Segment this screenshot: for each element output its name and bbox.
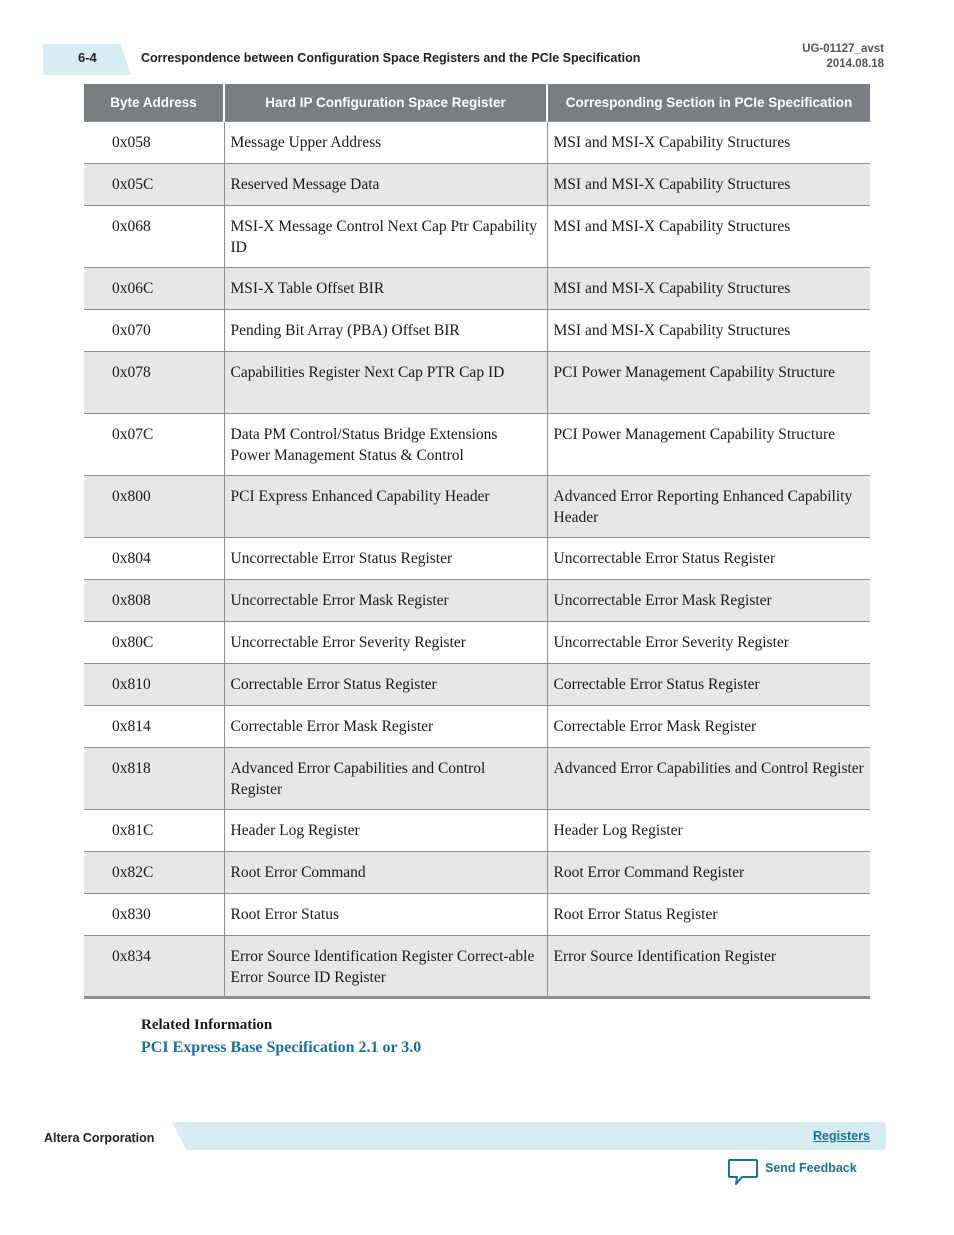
- cell-byte-address: 0x834: [84, 936, 224, 998]
- cell-pcie-section: PCI Power Management Capability Structure: [547, 352, 870, 414]
- cell-register: Uncorrectable Error Status Register: [224, 538, 547, 580]
- cell-pcie-section: Advanced Error Reporting Enhanced Capability Header: [547, 476, 870, 538]
- cell-pcie-section: MSI and MSI-X Capability Structures: [547, 206, 870, 268]
- cell-pcie-section: Advanced Error Capabilities and Control Register: [547, 748, 870, 810]
- table-row: [84, 936, 870, 998]
- cell-byte-address: 0x818: [84, 748, 224, 810]
- cell-pcie-section: Header Log Register: [547, 810, 870, 852]
- footer-band: [172, 1122, 886, 1150]
- send-feedback-button[interactable]: [727, 1158, 857, 1188]
- cell-register: Error Source Identification Register Correct-able Error Source ID Register: [224, 936, 547, 998]
- cell-pcie-section: Error Source Identification Register: [547, 936, 870, 998]
- cell-register: Uncorrectable Error Severity Register: [224, 622, 547, 664]
- table-row: [84, 310, 870, 352]
- cell-pcie-section: MSI and MSI-X Capability Structures: [547, 164, 870, 206]
- cell-byte-address: 0x05C: [84, 164, 224, 206]
- cell-byte-address: 0x810: [84, 664, 224, 706]
- speech-bubble-icon: [727, 1158, 759, 1186]
- cell-register: Capabilities Register Next Cap PTR Cap ID: [224, 352, 547, 414]
- cell-byte-address: 0x058: [84, 122, 224, 164]
- footer-company: Altera Corporation: [44, 1131, 155, 1145]
- table-row: [84, 352, 870, 414]
- cell-register: Correctable Error Mask Register: [224, 706, 547, 748]
- cell-pcie-section: Root Error Command Register: [547, 852, 870, 894]
- cell-register: Pending Bit Array (PBA) Offset BIR: [224, 310, 547, 352]
- cell-pcie-section: Correctable Error Mask Register: [547, 706, 870, 748]
- cell-byte-address: 0x808: [84, 580, 224, 622]
- cell-pcie-section: Uncorrectable Error Severity Register: [547, 622, 870, 664]
- page-number: 6-4: [78, 50, 97, 65]
- column-header-register: Hard IP Configuration Space Register: [224, 84, 547, 122]
- cell-pcie-section: MSI and MSI-X Capability Structures: [547, 310, 870, 352]
- table-row: [84, 706, 870, 748]
- cell-byte-address: 0x80C: [84, 622, 224, 664]
- table-row: [84, 580, 870, 622]
- cell-register: Uncorrectable Error Mask Register: [224, 580, 547, 622]
- cell-pcie-section: PCI Power Management Capability Structure: [547, 414, 870, 476]
- table-row: [84, 122, 870, 164]
- cell-byte-address: 0x068: [84, 206, 224, 268]
- cell-byte-address: 0x070: [84, 310, 224, 352]
- table-row: [84, 622, 870, 664]
- cell-pcie-section: Uncorrectable Error Mask Register: [547, 580, 870, 622]
- document-id-block: [802, 42, 884, 72]
- cell-pcie-section: MSI and MSI-X Capability Structures: [547, 122, 870, 164]
- table-row: [84, 164, 870, 206]
- cell-register: Message Upper Address: [224, 122, 547, 164]
- cell-pcie-section: Root Error Status Register: [547, 894, 870, 936]
- cell-byte-address: 0x804: [84, 538, 224, 580]
- cell-pcie-section: Correctable Error Status Register: [547, 664, 870, 706]
- cell-byte-address: 0x078: [84, 352, 224, 414]
- cell-byte-address: 0x814: [84, 706, 224, 748]
- cell-register: Reserved Message Data: [224, 164, 547, 206]
- table-body: [84, 122, 870, 998]
- table-row: [84, 476, 870, 538]
- table-row: [84, 852, 870, 894]
- cell-register: MSI-X Table Offset BIR: [224, 268, 547, 310]
- table-row: [84, 414, 870, 476]
- footer-section-link[interactable]: Registers: [813, 1129, 870, 1143]
- cell-byte-address: 0x06C: [84, 268, 224, 310]
- table-row: [84, 206, 870, 268]
- cell-register: Root Error Command: [224, 852, 547, 894]
- cell-byte-address: 0x82C: [84, 852, 224, 894]
- table-row: [84, 538, 870, 580]
- cell-register: MSI-X Message Control Next Cap Ptr Capability ID: [224, 206, 547, 268]
- cell-pcie-section: MSI and MSI-X Capability Structures: [547, 268, 870, 310]
- send-feedback-label: Send Feedback: [765, 1161, 857, 1175]
- table-row: [84, 810, 870, 852]
- pcie-spec-link[interactable]: PCI Express Base Specification 2.1 or 3.0: [141, 1039, 422, 1056]
- register-table: [84, 84, 870, 999]
- cell-register: Data PM Control/Status Bridge Extensions Power Management Status & Control: [224, 414, 547, 476]
- cell-byte-address: 0x07C: [84, 414, 224, 476]
- cell-pcie-section: Uncorrectable Error Status Register: [547, 538, 870, 580]
- cell-byte-address: 0x830: [84, 894, 224, 936]
- table-row: [84, 268, 870, 310]
- table-row: [84, 748, 870, 810]
- column-header-byte-address: Byte Address: [84, 84, 224, 122]
- table-row: [84, 894, 870, 936]
- cell-register: Correctable Error Status Register: [224, 664, 547, 706]
- cell-byte-address: 0x800: [84, 476, 224, 538]
- cell-register: Advanced Error Capabilities and Control Register: [224, 748, 547, 810]
- cell-byte-address: 0x81C: [84, 810, 224, 852]
- related-information-heading: Related Information: [141, 1017, 273, 1033]
- cell-register: Header Log Register: [224, 810, 547, 852]
- page-title: Correspondence between Configuration Space Registers and the PCIe Specification: [141, 51, 641, 65]
- cell-register: Root Error Status: [224, 894, 547, 936]
- document-date: 2014.08.18: [826, 58, 884, 70]
- column-header-pcie-section: Corresponding Section in PCIe Specification: [547, 84, 870, 122]
- document-id: UG-01127_avst: [802, 43, 884, 55]
- table-header-row: [84, 84, 870, 122]
- table-row: [84, 664, 870, 706]
- cell-register: PCI Express Enhanced Capability Header: [224, 476, 547, 538]
